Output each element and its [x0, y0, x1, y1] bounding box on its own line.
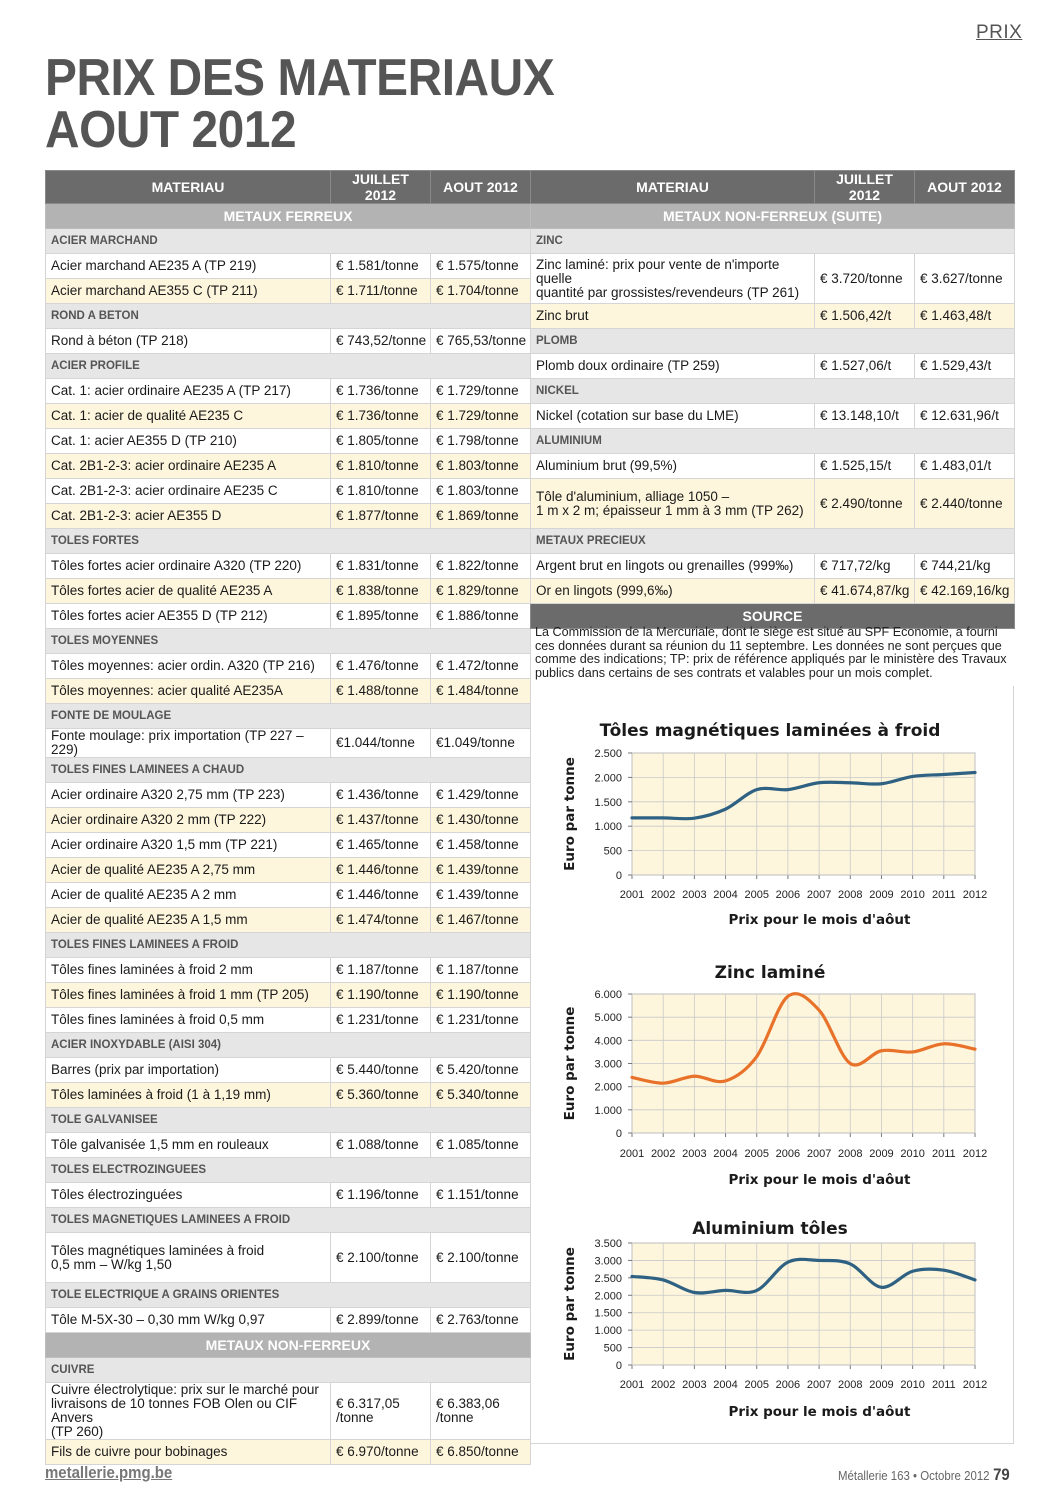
august-price: € 1.729/tonne — [431, 379, 531, 404]
july-price: € 1.838/tonne — [331, 579, 431, 604]
y-tick-label: 500 — [603, 845, 622, 858]
material-name: Tôle galvanisée 1,5 mm en rouleaux — [46, 1133, 331, 1158]
y-axis-label: Euro par tonne — [562, 1247, 578, 1361]
table-row — [46, 729, 531, 758]
bottom-rule — [530, 1443, 1014, 1444]
july-header: JUILLET 2012 — [331, 171, 431, 204]
y-tick-label: 3.000 — [594, 1058, 622, 1071]
x-tick-label: 2011 — [931, 1148, 956, 1160]
x-tick-label: 2004 — [713, 1379, 738, 1391]
right-price-table — [530, 170, 1015, 629]
material-name: Acier de qualité AE235 A 1,5 mm — [46, 908, 331, 933]
august-price: € 1.458/tonne — [431, 833, 531, 858]
august-price: € 1.085/tonne — [431, 1133, 531, 1158]
material-name: Cuivre électrolytique: prix sur le marché pour livraisons de 10 tonnes FOB Olen ou CIF Anvers (TP 260) — [46, 1383, 331, 1440]
material-name: Acier de qualité AE235 A 2,75 mm — [46, 858, 331, 883]
july-price: € 2.899/tonne — [331, 1308, 431, 1333]
y-tick-label: 5.000 — [594, 1012, 622, 1025]
footer-issue — [838, 1465, 1010, 1485]
table-row — [46, 554, 531, 579]
category-label: TOLES ELECTROZINGUEES — [46, 1158, 531, 1183]
category-label: TOLES FINES LAMINEES A FROID — [46, 933, 531, 958]
material-name: Cat. 2B1-2-3: acier ordinaire AE235 C — [46, 479, 331, 504]
july-price: € 1.465/tonne — [331, 833, 431, 858]
july-price: € 1.476/tonne — [331, 654, 431, 679]
august-price: € 1.798/tonne — [431, 429, 531, 454]
material-name: Acier de qualité AE235 A 2 mm — [46, 883, 331, 908]
category-label: TOLE GALVANISEE — [46, 1108, 531, 1133]
table-row — [46, 429, 531, 454]
material-name: Plomb doux ordinaire (TP 259) — [531, 354, 815, 379]
table-row — [46, 1183, 531, 1208]
material-name: Tôles fortes acier ordinaire A320 (TP 220) — [46, 554, 331, 579]
august-price: € 5.420/tonne — [431, 1058, 531, 1083]
july-price: € 1.446/tonne — [331, 858, 431, 883]
table-row — [46, 908, 531, 933]
material-name: Tôles moyennes: acier qualité AE235A — [46, 679, 331, 704]
material-name: Barres (prix par importation) — [46, 1058, 331, 1083]
material-name: Tôle d'aluminium, alliage 1050 – 1 m x 2 m; épaisseur 1 mm à 3 mm (TP 262) — [531, 479, 815, 529]
chart-title: Tôles magnétiques laminées à froid — [599, 721, 941, 741]
category-label: TOLES MOYENNES — [46, 629, 531, 654]
x-tick-label: 2003 — [682, 889, 707, 901]
table-row — [46, 883, 531, 908]
x-tick-label: 2008 — [838, 1148, 863, 1160]
august-price: € 1.187/tonne — [431, 958, 531, 983]
july-price: € 1.525,15/t — [815, 454, 915, 479]
table-row — [46, 1308, 531, 1333]
table-row — [531, 404, 1015, 429]
x-tick-label: 2010 — [900, 1379, 925, 1391]
material-name: Acier marchand AE235 A (TP 219) — [46, 254, 331, 279]
table-row — [46, 808, 531, 833]
july-price: € 1.805/tonne — [331, 429, 431, 454]
table-row — [531, 579, 1015, 604]
category-row — [46, 529, 531, 554]
august-header: AOUT 2012 — [431, 171, 531, 204]
material-name: Rond à béton (TP 218) — [46, 329, 331, 354]
august-price: € 12.631,96/t — [915, 404, 1015, 429]
category-row — [46, 1158, 531, 1183]
y-tick-label: 0 — [615, 870, 622, 882]
august-price: € 744,21/kg — [915, 554, 1015, 579]
july-price: € 5.440/tonne — [331, 1058, 431, 1083]
material-name: Tôles moyennes: acier ordin. A320 (TP 216) — [46, 654, 331, 679]
x-tick-label: 2009 — [869, 1379, 894, 1391]
august-price: € 1.231/tonne — [431, 1008, 531, 1033]
table-row — [46, 329, 531, 354]
table-row — [46, 1058, 531, 1083]
category-label: TOLE ELECTRIQUE A GRAINS ORIENTES — [46, 1283, 531, 1308]
category-row — [46, 758, 531, 783]
material-name: Tôles électrozinguées — [46, 1183, 331, 1208]
july-price: € 1.187/tonne — [331, 958, 431, 983]
table-row — [46, 504, 531, 529]
plot-area — [632, 753, 975, 875]
july-price: € 13.148,10/t — [815, 404, 915, 429]
august-header: AOUT 2012 — [915, 171, 1015, 204]
table-row — [46, 833, 531, 858]
band-metaux-ferreux — [46, 204, 531, 229]
plot-area — [632, 1243, 975, 1365]
category-label: PLOMB — [531, 329, 1015, 354]
y-tick-label: 0 — [615, 1128, 622, 1140]
july-price: € 1.196/tonne — [331, 1183, 431, 1208]
x-tick-label: 2003 — [682, 1148, 707, 1160]
material-name: Tôles fines laminées à froid 2 mm — [46, 958, 331, 983]
august-price: € 1.439/tonne — [431, 883, 531, 908]
table-row — [46, 679, 531, 704]
material-name: Cat. 2B1-2-3: acier AE355 D — [46, 504, 331, 529]
material-name: Tôles fortes acier AE355 D (TP 212) — [46, 604, 331, 629]
category-label: ACIER INOXYDABLE (AISI 304) — [46, 1033, 531, 1058]
page-number: 79 — [993, 1465, 1010, 1484]
august-price: € 1.704/tonne — [431, 279, 531, 304]
x-tick-label: 2006 — [775, 1379, 801, 1391]
material-header: MATERIAU — [46, 171, 331, 204]
x-tick-label: 2011 — [931, 1379, 956, 1391]
chart-svg — [530, 958, 1014, 1190]
august-price: € 1.803/tonne — [431, 454, 531, 479]
table-row — [46, 1233, 531, 1283]
band-source-label: SOURCE — [531, 604, 1015, 629]
august-price: € 1.190/tonne — [431, 983, 531, 1008]
band-metaux-non-ferreux-label: METAUX NON-FERREUX — [46, 1333, 531, 1358]
table-row — [46, 783, 531, 808]
table-row — [46, 404, 531, 429]
category-row — [46, 933, 531, 958]
section-tag: PRIX — [976, 22, 1023, 43]
table-row — [46, 858, 531, 883]
x-tick-label: 2002 — [650, 1148, 676, 1160]
x-tick-label: 2008 — [838, 1379, 863, 1391]
table-row — [46, 1383, 531, 1440]
category-row — [46, 229, 531, 254]
footer-site[interactable]: metallerie.pmg.be — [45, 1463, 173, 1482]
category-label: ZINC — [531, 229, 1015, 254]
august-price: € 765,53/tonne — [431, 329, 531, 354]
table-row — [531, 454, 1015, 479]
y-tick-label: 2.500 — [594, 1272, 622, 1285]
august-price: € 1.869/tonne — [431, 504, 531, 529]
y-tick-label: 3.000 — [594, 1255, 622, 1268]
july-price: € 1.895/tonne — [331, 604, 431, 629]
x-tick-label: 2012 — [962, 889, 988, 901]
table-row — [46, 958, 531, 983]
category-row — [46, 354, 531, 379]
july-price: € 1.474/tonne — [331, 908, 431, 933]
material-name: Or en lingots (999,6‰) — [531, 579, 815, 604]
july-price: € 1.736/tonne — [331, 379, 431, 404]
x-axis-label: Prix pour le mois d'aôut — [728, 912, 911, 928]
august-price: € 2.100/tonne — [431, 1233, 531, 1283]
chart-aluminium-toles — [530, 1213, 1014, 1421]
category-row — [531, 529, 1015, 554]
july-price: € 1.831/tonne — [331, 554, 431, 579]
august-price: € 1.151/tonne — [431, 1183, 531, 1208]
category-label: TOLES FINES LAMINEES A CHAUD — [46, 758, 531, 783]
august-price: € 1.467/tonne — [431, 908, 531, 933]
band-metaux-non-ferreux-suite-label: METAUX NON-FERREUX (SUITE) — [531, 204, 1015, 229]
x-tick-label: 2009 — [869, 1148, 894, 1160]
july-price: € 1.711/tonne — [331, 279, 431, 304]
august-price: € 3.627/tonne — [915, 254, 1015, 304]
july-price: € 6.970/tonne — [331, 1440, 431, 1465]
y-tick-label: 4.000 — [594, 1035, 622, 1048]
y-tick-label: 500 — [603, 1342, 622, 1355]
july-price: € 5.360/tonne — [331, 1083, 431, 1108]
category-label: NICKEL — [531, 379, 1015, 404]
table-row — [531, 354, 1015, 379]
material-name: Tôles laminées à froid (1 à 1,19 mm) — [46, 1083, 331, 1108]
x-tick-label: 2005 — [744, 1148, 769, 1160]
x-tick-label: 2002 — [650, 889, 676, 901]
category-row — [46, 1108, 531, 1133]
table-header-row — [531, 171, 1015, 204]
table-row — [46, 654, 531, 679]
table-row — [531, 304, 1015, 329]
material-header: MATERIAU — [531, 171, 815, 204]
category-label: TOLES MAGNETIQUES LAMINEES A FROID — [46, 1208, 531, 1233]
table-row — [46, 479, 531, 504]
table-row — [46, 379, 531, 404]
material-name: Cat. 1: acier ordinaire AE235 A (TP 217) — [46, 379, 331, 404]
july-price: € 2.490/tonne — [815, 479, 915, 529]
july-price: €1.044/tonne — [331, 729, 431, 758]
category-label: CUIVRE — [46, 1358, 531, 1383]
august-price: €1.049/tonne — [431, 729, 531, 758]
table-row — [46, 604, 531, 629]
july-price: € 1.231/tonne — [331, 1008, 431, 1033]
table-row — [46, 1133, 531, 1158]
category-row — [46, 629, 531, 654]
august-price: € 2.763/tonne — [431, 1308, 531, 1333]
material-name: Acier ordinaire A320 1,5 mm (TP 221) — [46, 833, 331, 858]
y-tick-label: 0 — [615, 1360, 622, 1372]
page-title-line2: AOUT 2012 — [45, 101, 297, 159]
x-tick-label: 2007 — [806, 889, 832, 901]
july-price: € 3.720/tonne — [815, 254, 915, 304]
table-row — [46, 1440, 531, 1465]
y-axis-label: Euro par tonne — [562, 757, 578, 871]
x-tick-label: 2008 — [838, 889, 863, 901]
material-name: Cat. 1: acier de qualité AE235 C — [46, 404, 331, 429]
table-row — [531, 254, 1015, 304]
july-price: € 1.527,06/t — [815, 354, 915, 379]
category-row — [46, 1208, 531, 1233]
july-price: € 1.446/tonne — [331, 883, 431, 908]
table-row — [46, 1083, 531, 1108]
y-tick-label: 1.500 — [594, 1307, 622, 1320]
x-tick-label: 2002 — [650, 1379, 676, 1391]
x-tick-label: 2004 — [713, 889, 738, 901]
x-axis-label: Prix pour le mois d'aôut — [728, 1172, 911, 1188]
x-tick-label: 2012 — [962, 1148, 988, 1160]
august-price: € 1.803/tonne — [431, 479, 531, 504]
material-name: Acier ordinaire A320 2 mm (TP 222) — [46, 808, 331, 833]
material-name: Fonte moulage: prix importation (TP 227 – 229) — [46, 729, 331, 758]
table-row — [46, 1008, 531, 1033]
july-price: € 1.810/tonne — [331, 454, 431, 479]
y-tick-label: 2.000 — [594, 1081, 622, 1094]
july-price: € 1.088/tonne — [331, 1133, 431, 1158]
august-price: € 6.383,06 /tonne — [431, 1383, 531, 1440]
category-row — [46, 1283, 531, 1308]
x-axis-label: Prix pour le mois d'aôut — [728, 1404, 911, 1420]
band-metaux-ferreux-label: METAUX FERREUX — [46, 204, 531, 229]
chart-title: Zinc laminé — [714, 963, 826, 983]
chart-toles-magnetiques — [530, 714, 1014, 929]
x-tick-label: 2011 — [931, 889, 956, 901]
y-tick-label: 1.000 — [594, 1104, 622, 1117]
material-name: Tôle M-5X-30 – 0,30 mm W/kg 0,97 — [46, 1308, 331, 1333]
august-price: € 1.430/tonne — [431, 808, 531, 833]
material-name: Acier ordinaire A320 2,75 mm (TP 223) — [46, 783, 331, 808]
left-price-table — [45, 170, 531, 1465]
july-price: € 1.437/tonne — [331, 808, 431, 833]
x-tick-label: 2006 — [775, 889, 801, 901]
august-price: € 1.575/tonne — [431, 254, 531, 279]
chart-zinc-lamine — [530, 958, 1014, 1190]
page-title — [45, 49, 598, 159]
july-price: € 1.488/tonne — [331, 679, 431, 704]
august-price: € 1.472/tonne — [431, 654, 531, 679]
material-name: Argent brut en lingots ou grenailles (999‰) — [531, 554, 815, 579]
x-tick-label: 2007 — [806, 1148, 832, 1160]
category-row — [46, 1033, 531, 1058]
table-row — [46, 254, 531, 279]
august-price: € 1.439/tonne — [431, 858, 531, 883]
july-price: € 1.877/tonne — [331, 504, 431, 529]
july-price: € 1.190/tonne — [331, 983, 431, 1008]
category-label: TOLES FORTES — [46, 529, 531, 554]
category-label: ALUMINIUM — [531, 429, 1015, 454]
x-tick-label: 2005 — [744, 889, 769, 901]
x-tick-label: 2001 — [619, 889, 645, 901]
category-row — [46, 704, 531, 729]
august-price: € 1.729/tonne — [431, 404, 531, 429]
table-row — [46, 279, 531, 304]
chart-svg — [530, 1213, 1014, 1421]
july-price: € 6.317,05 /tonne — [331, 1383, 431, 1440]
july-price: € 1.810/tonne — [331, 479, 431, 504]
x-tick-label: 2001 — [619, 1379, 645, 1391]
y-tick-label: 1.500 — [594, 796, 622, 809]
x-tick-label: 2004 — [713, 1148, 738, 1160]
band-metaux-non-ferreux-suite — [531, 204, 1015, 229]
page-title-line1: PRIX DES MATERIAUX — [45, 49, 555, 107]
y-axis-label: Euro par tonne — [562, 1006, 578, 1121]
july-price: € 41.674,87/kg — [815, 579, 915, 604]
category-label: METAUX PRECIEUX — [531, 529, 1015, 554]
category-label: FONTE DE MOULAGE — [46, 704, 531, 729]
august-price: € 6.850/tonne — [431, 1440, 531, 1465]
y-tick-label: 3.500 — [594, 1238, 622, 1250]
material-name: Tôles fines laminées à froid 0,5 mm — [46, 1008, 331, 1033]
chart-svg — [530, 714, 1014, 929]
y-tick-label: 2.000 — [594, 1290, 622, 1303]
category-label: ROND A BETON — [46, 304, 531, 329]
table-row — [46, 454, 531, 479]
y-tick-label: 1.000 — [594, 1325, 622, 1338]
footer-issue-text: Métallerie 163 • Octobre 2012 — [838, 1468, 990, 1483]
x-tick-label: 2003 — [682, 1379, 707, 1391]
july-price: € 1.506,42/t — [815, 304, 915, 329]
july-price: € 1.736/tonne — [331, 404, 431, 429]
table-row — [531, 554, 1015, 579]
august-price: € 1.822/tonne — [431, 554, 531, 579]
july-price: € 2.100/tonne — [331, 1233, 431, 1283]
category-row — [531, 379, 1015, 404]
category-row — [531, 329, 1015, 354]
august-price: € 5.340/tonne — [431, 1083, 531, 1108]
august-price: € 2.440/tonne — [915, 479, 1015, 529]
x-tick-label: 2006 — [775, 1148, 801, 1160]
x-tick-label: 2012 — [962, 1379, 988, 1391]
x-tick-label: 2007 — [806, 1379, 832, 1391]
table-row — [46, 579, 531, 604]
band-metaux-non-ferreux — [46, 1333, 531, 1358]
august-price: € 1.429/tonne — [431, 783, 531, 808]
y-tick-label: 6.000 — [594, 989, 622, 1001]
category-row — [531, 429, 1015, 454]
august-price: € 1.829/tonne — [431, 579, 531, 604]
table-row — [531, 479, 1015, 529]
category-row — [46, 1358, 531, 1383]
source-text: La Commission de la Mercuriale, dont le siège est situé au SPF Economie, a fourni ces données durant sa réunion du 11 septembre. Les données ne sont perçues que comme des indications; TP: prix de référence appliqués par le ministère des Travaux publics dans certains de ses contrats et valables pour un mois complet. — [535, 625, 1007, 680]
august-price: € 1.463,48/t — [915, 304, 1015, 329]
material-name: Tôles fortes acier de qualité AE235 A — [46, 579, 331, 604]
material-name: Fils de cuivre pour bobinages — [46, 1440, 331, 1465]
table-header-row — [46, 171, 531, 204]
august-price: € 1.483,01/t — [915, 454, 1015, 479]
july-header: JUILLET 2012 — [815, 171, 915, 204]
august-price: € 1.484/tonne — [431, 679, 531, 704]
july-price: € 717,72/kg — [815, 554, 915, 579]
material-name: Tôles magnétiques laminées à froid 0,5 mm – W/kg 1,50 — [46, 1233, 331, 1283]
y-tick-label: 1.000 — [594, 821, 622, 834]
x-tick-label: 2005 — [744, 1379, 769, 1391]
category-label: ACIER PROFILE — [46, 354, 531, 379]
y-tick-label: 2.000 — [594, 772, 622, 785]
material-name: Cat. 1: acier AE355 D (TP 210) — [46, 429, 331, 454]
material-name: Cat. 2B1-2-3: acier ordinaire AE235 A — [46, 454, 331, 479]
august-price: € 1.529,43/t — [915, 354, 1015, 379]
category-label: ACIER MARCHAND — [46, 229, 531, 254]
x-tick-label: 2010 — [900, 1148, 925, 1160]
july-price: € 1.436/tonne — [331, 783, 431, 808]
material-name: Aluminium brut (99,5%) — [531, 454, 815, 479]
july-price: € 1.581/tonne — [331, 254, 431, 279]
category-row — [46, 304, 531, 329]
x-tick-label: 2001 — [619, 1148, 645, 1160]
category-row — [531, 229, 1015, 254]
x-tick-label: 2009 — [869, 889, 894, 901]
material-name: Zinc brut — [531, 304, 815, 329]
chart-title: Aluminium tôles — [692, 1219, 848, 1239]
x-tick-label: 2010 — [900, 889, 925, 901]
august-price: € 42.169,16/kg — [915, 579, 1015, 604]
material-name: Acier marchand AE355 C (TP 211) — [46, 279, 331, 304]
material-name: Nickel (cotation sur base du LME) — [531, 404, 815, 429]
table-row — [46, 983, 531, 1008]
material-name: Tôles fines laminées à froid 1 mm (TP 205) — [46, 983, 331, 1008]
july-price: € 743,52/tonne — [331, 329, 431, 354]
y-tick-label: 2.500 — [594, 748, 622, 760]
material-name: Zinc laminé: prix pour vente de n'importe quelle quantité par grossistes/revendeurs (TP 261) — [531, 254, 815, 304]
august-price: € 1.886/tonne — [431, 604, 531, 629]
